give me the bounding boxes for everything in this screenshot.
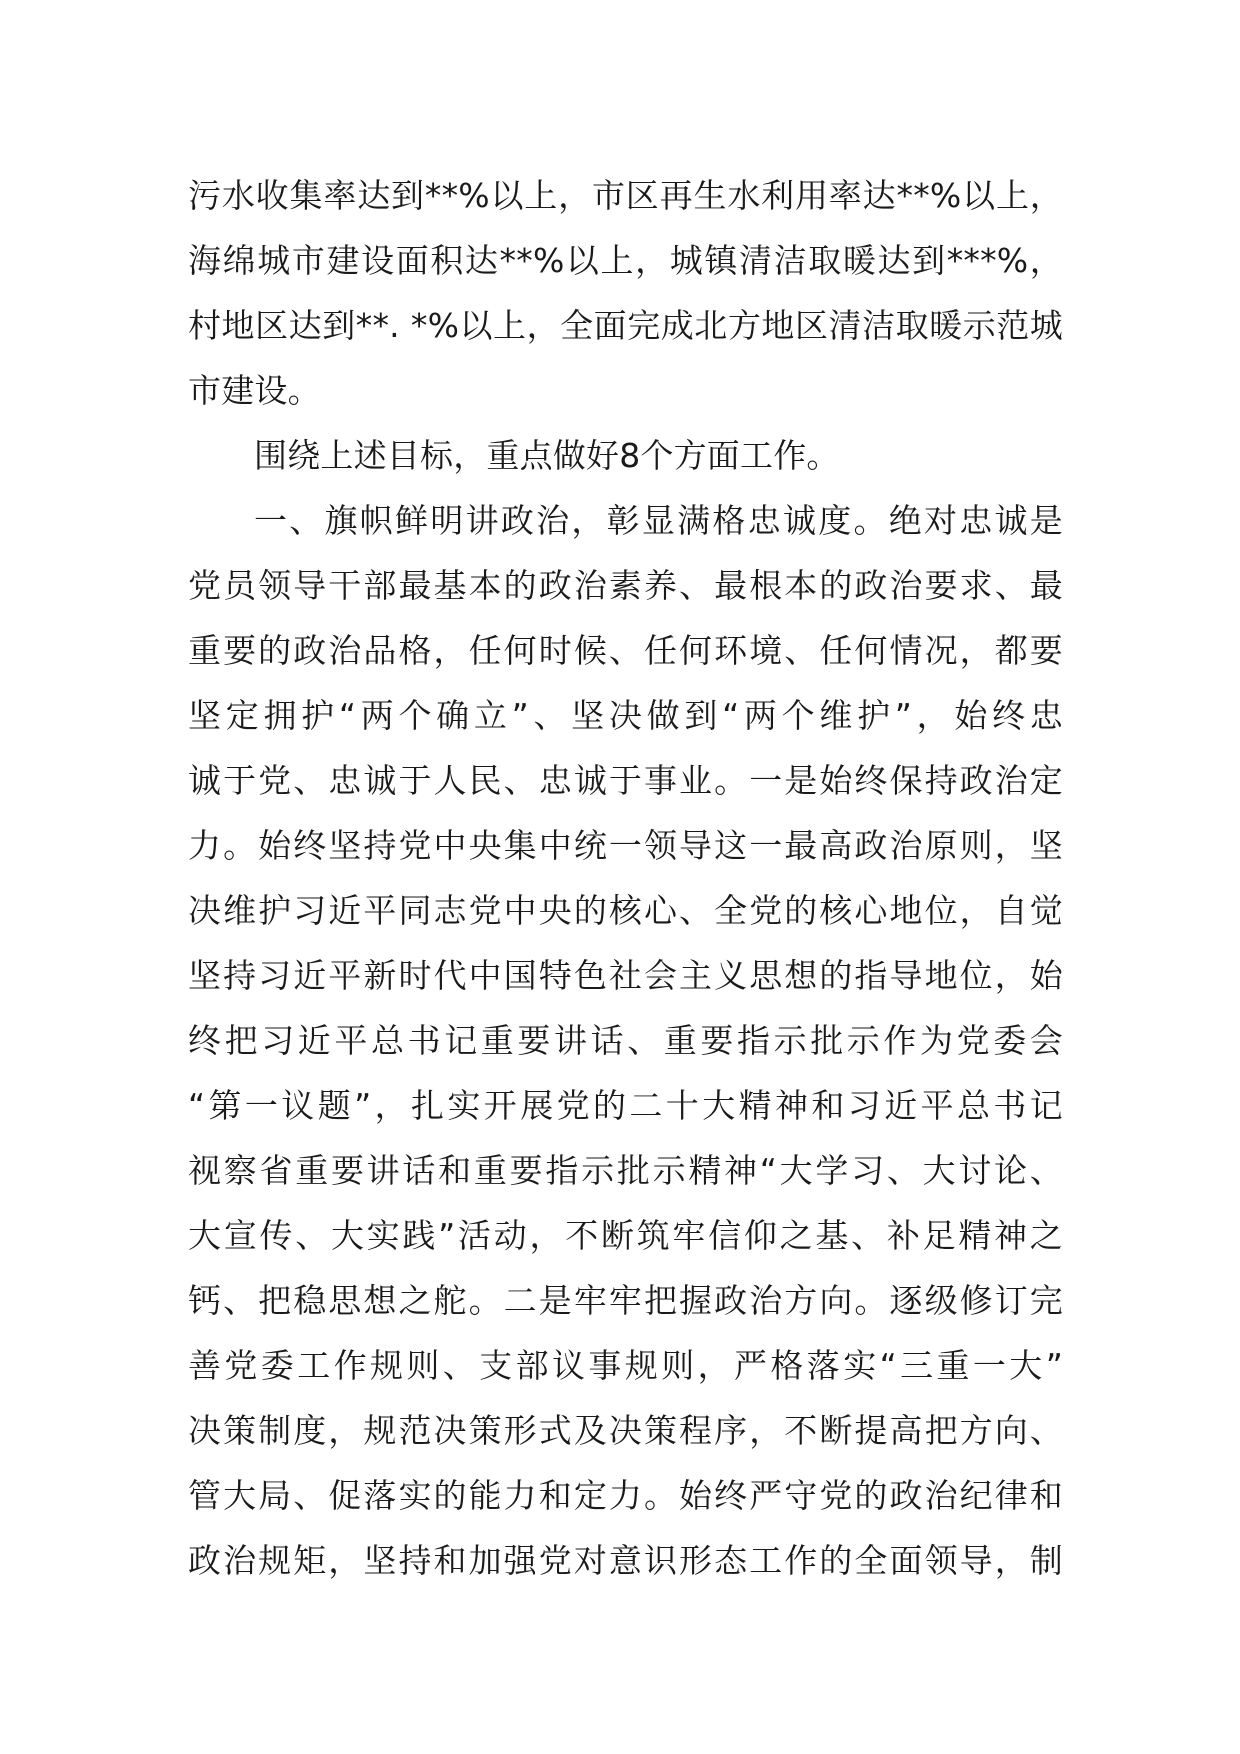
text-line: 坚定拥护“两个确立”、坚决做到“两个维护”，始终忠 [188, 696, 1063, 735]
text-line: 善党委工作规则、支部议事规则，严格落实“三重一大” [188, 1346, 1063, 1385]
text-line: 村地区达到**. *%以上，全面完成北方地区清洁取暖示范城 [188, 306, 1063, 345]
text-line: 钙、把稳思想之舵。二是牢牢把握政治方向。逐级修订完 [188, 1281, 1063, 1320]
text-line: 诚于党、忠诚于人民、忠诚于事业。一是始终保持政治定 [188, 761, 1063, 800]
section-heading-line: 一、旗帜鲜明讲政治，彰显满格忠诚度。绝对忠诚是 [254, 501, 1063, 540]
body-text [188, 163, 1063, 1593]
text-line: 党员领导干部最基本的政治素养、最根本的政治要求、最 [188, 566, 1063, 605]
text-line: 决策制度，规范决策形式及决策程序，不断提高把方向、 [188, 1411, 1063, 1450]
text-line: 管大局、促落实的能力和定力。始终严守党的政治纪律和 [188, 1476, 1063, 1515]
text-line: 大宣传、大实践”活动，不断筑牢信仰之基、补足精神之 [188, 1216, 1063, 1255]
text-line: 政治规矩，坚持和加强党对意识形态工作的全面领导，制 [188, 1541, 1063, 1580]
text-line: 围绕上述目标，重点做好8个方面工作。 [254, 436, 840, 475]
text-line: 污水收集率达到**%以上，市区再生水利用率达**%以上， [188, 176, 1063, 215]
text-line: 坚持习近平新时代中国特色社会主义思想的指导地位，始 [188, 956, 1063, 995]
text-line: 视察省重要讲话和重要指示批示精神“大学习、大讨论、 [188, 1151, 1063, 1190]
text-line: 终把习近平总书记重要讲话、重要指示批示作为党委会 [188, 1021, 1063, 1060]
text-line: 决维护习近平同志党中央的核心、全党的核心地位，自觉 [188, 891, 1063, 930]
text-line: 市建设。 [188, 371, 321, 410]
text-line: 力。始终坚持党中央集中统一领导这一最高政治原则，坚 [188, 826, 1063, 865]
text-line: 海绵城市建设面积达**%以上，城镇清洁取暖达到***%， [188, 241, 1063, 280]
text-line: “第一议题”，扎实开展党的二十大精神和习近平总书记 [188, 1086, 1063, 1125]
text-line: 重要的政治品格，任何时候、任何环境、任何情况，都要 [188, 631, 1063, 670]
